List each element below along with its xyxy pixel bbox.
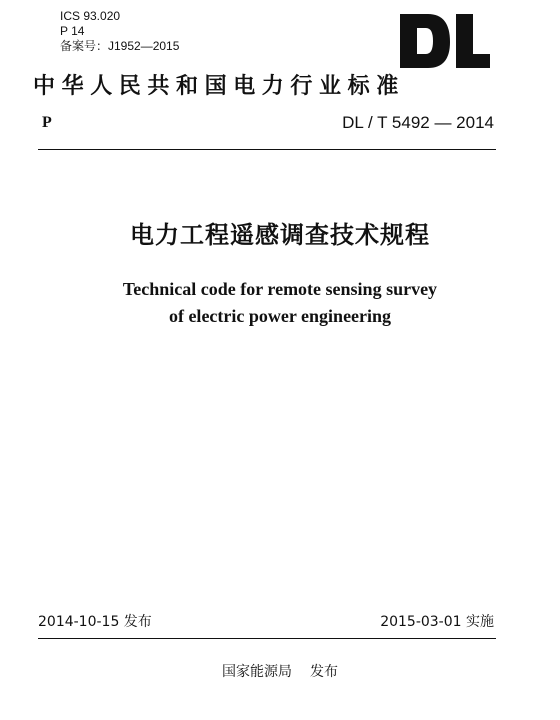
issue-date: 2014-10-15 发布 <box>38 614 152 630</box>
record-number: 备案号：J1952—2015 <box>60 39 180 53</box>
implementation-date: 2015-03-01 实施 <box>380 614 494 630</box>
standard-category-heading: 中华人民共和国电力行业标准 <box>33 74 405 99</box>
classification-code: P 14 <box>60 24 85 38</box>
issuer-action: 发布 <box>310 664 338 680</box>
standard-number: DL / T 5492 — 2014 <box>342 113 494 132</box>
ics-code: ICS 93.020 <box>60 9 121 23</box>
classification-letter: P <box>42 114 52 131</box>
title-chinese: 电力工程遥感调查技术规程 <box>130 221 430 249</box>
title-english-line-1: Technical code for remote sensing survey <box>122 279 438 299</box>
issuer-name: 国家能源局 <box>222 664 292 680</box>
footer-divider <box>38 638 496 639</box>
title-english-line-2: of electric power engineering <box>168 306 392 326</box>
issuer-line <box>0 662 560 682</box>
dl-logo <box>396 6 492 70</box>
header-divider <box>38 149 496 150</box>
